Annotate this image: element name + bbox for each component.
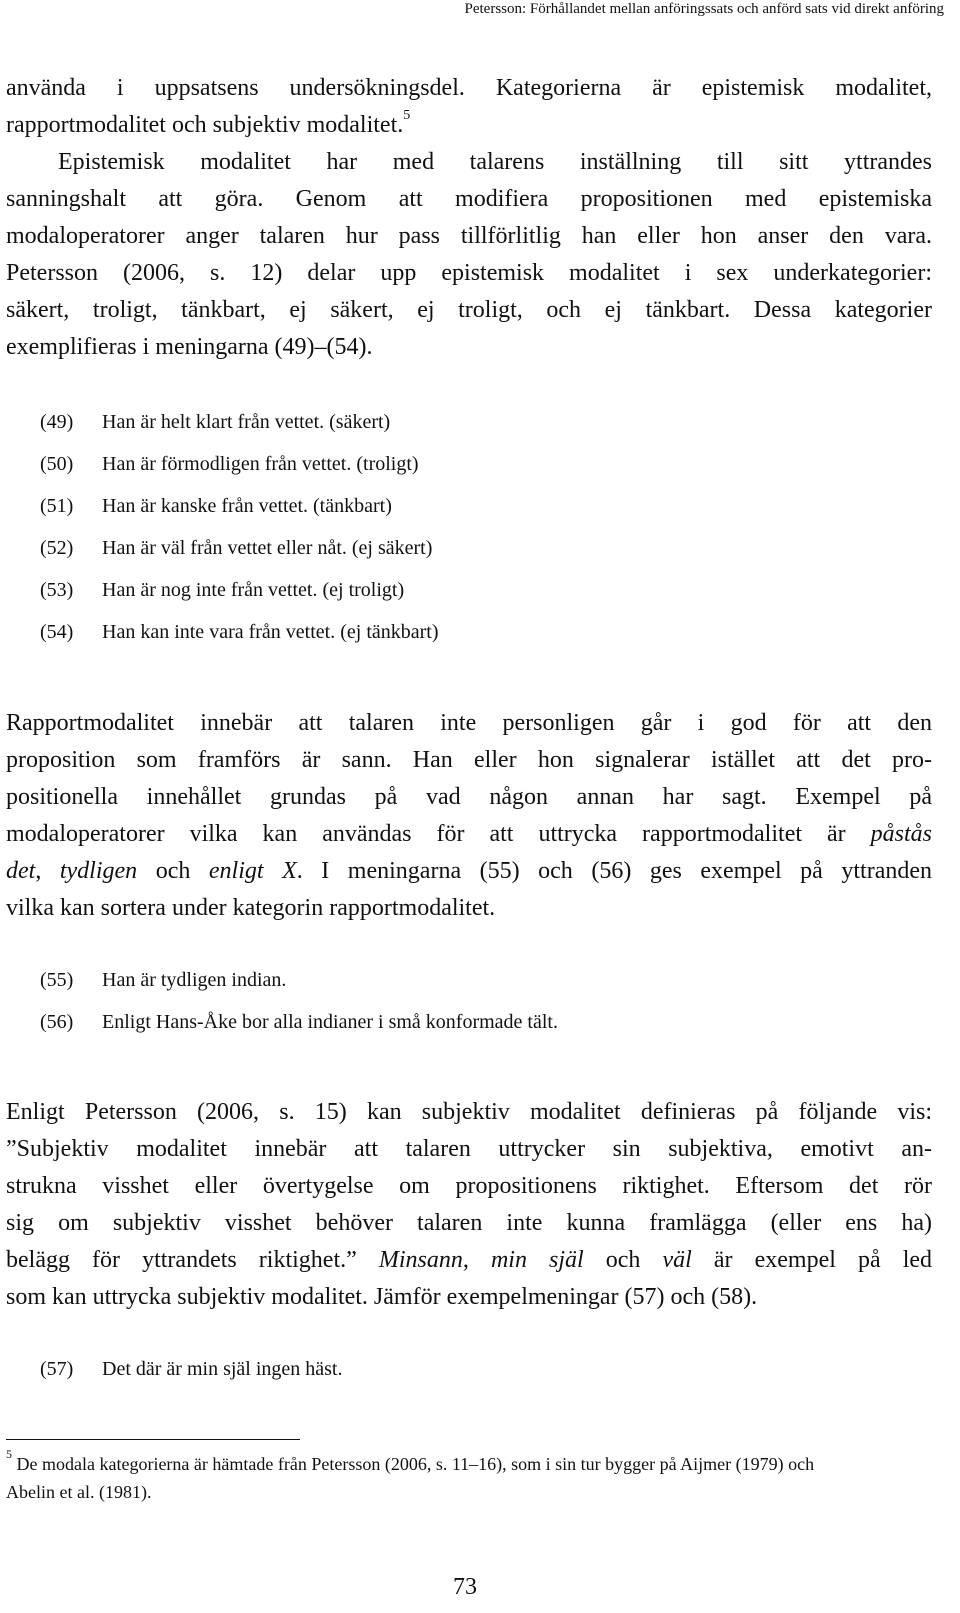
paragraph-report-modality <box>6 705 932 927</box>
footnote-marker: 5 <box>6 1447 12 1461</box>
example-item <box>40 578 404 602</box>
example-item <box>40 536 432 560</box>
example-number: (50) <box>40 453 74 475</box>
text-line: rapportmodalitet och subjektiv modalitet.$^5$ <box>6 108 411 138</box>
paragraph-subjective-modality <box>6 1094 932 1316</box>
text-line: proposition som framförs är sann. Han eller hon signalerar istället att det pro- <box>6 747 932 773</box>
example-item <box>40 494 392 518</box>
text-line: som kan uttrycka subjektiv modalitet. Jämför exempelmeningar (57) och (58). <box>6 1284 758 1310</box>
example-text: Han är nog inte från vettet. (ej troligt) <box>102 579 405 601</box>
text-line: Enligt Petersson (2006, s. 15) kan subjektiv modalitet definieras på följande vis: <box>6 1099 932 1125</box>
text-line: sanningshalt att göra. Genom att modifiera propositionen med epistemiska <box>6 186 932 212</box>
example-text: Han är väl från vettet eller nåt. (ej säkert) <box>102 537 433 559</box>
example-item <box>40 1010 558 1034</box>
footnote-text: De modala kategorierna är hämtade från Petersson (2006, s. 11–16), som i sin tur bygger på Aijmer (1979) och <box>16 1454 815 1474</box>
example-number: (55) <box>40 969 74 991</box>
page-number: 73 <box>453 1574 477 1600</box>
text-line: säkert, troligt, tänkbart, ej säkert, ej troligt, och ej tänkbart. Dessa kategorier <box>6 297 932 323</box>
text-line: strukna visshet eller övertygelse om propositionens riktighet. Eftersom det rör <box>6 1173 932 1199</box>
example-number: (54) <box>40 621 74 643</box>
text-line: använda i uppsatsens undersökningsdel. Kategorierna är epistemisk modalitet, <box>6 75 932 101</box>
example-text: Det där är min själ ingen häst. <box>102 1358 343 1380</box>
example-number: (49) <box>40 411 74 433</box>
example-text: Han är förmodligen från vettet. (troligt) <box>102 453 419 475</box>
text-line: exemplifieras i meningarna (49)–(54). <box>6 334 373 360</box>
example-number: (52) <box>40 537 74 559</box>
example-number: (56) <box>40 1011 74 1033</box>
example-item <box>40 410 390 434</box>
example-text: Han är tydligen indian. <box>102 969 287 991</box>
text-line: Epistemisk modalitet har med talarens inställning till sitt yttrandes <box>58 149 932 175</box>
text-line: belägg för yttrandets riktighet.” Minsann, min själ och väl är exempel på led <box>6 1247 933 1273</box>
text-line: det, tydligen och enligt X. I meningarna (55) och (56) ges exempel på yttranden <box>6 858 932 884</box>
example-number: (57) <box>40 1358 74 1380</box>
example-text: Han är helt klart från vettet. (säkert) <box>102 411 391 433</box>
text-line: modaloperatorer vilka kan användas för att uttrycka rapportmodalitet är påstås <box>6 821 933 847</box>
text-line: positionella innehållet grundas på vad någon annan har sagt. Exempel på <box>6 784 932 810</box>
text-line: sig om subjektiv visshet behöver talaren inte kunna framlägga (eller ens ha) <box>6 1210 932 1236</box>
example-number: (53) <box>40 579 74 601</box>
text-line: ”Subjektiv modalitet innebär att talaren uttrycker sin subjektiva, emotivt an- <box>6 1136 932 1162</box>
example-item <box>40 620 439 644</box>
example-item <box>40 452 419 476</box>
example-number: (51) <box>40 495 74 517</box>
footnote <box>6 1447 932 1506</box>
text-line: Rapportmodalitet innebär att talaren inte personligen går i god för att den <box>6 710 932 736</box>
text-line: modaloperatorer anger talaren hur pass tillförlitlig han eller hon anser den vara. <box>6 223 932 249</box>
example-text: Han kan inte vara från vettet. (ej tänkbart) <box>102 621 439 643</box>
footnote-reference[interactable]: 5 <box>403 108 411 123</box>
footnote-text: Abelin et al. (1981). <box>6 1482 152 1502</box>
example-text: Han är kanske från vettet. (tänkbart) <box>102 495 392 517</box>
paragraph-epistemic <box>6 70 932 366</box>
running-head: Petersson: Förhållandet mellan anföringssats och anförd sats vid direkt anföring <box>464 1 944 17</box>
example-text: Enligt Hans-Åke bor alla indianer i små konformade tält. <box>102 1011 558 1033</box>
text-line: vilka kan sortera under kategorin rapportmodalitet. <box>6 895 496 921</box>
footnote-rule <box>6 1439 300 1440</box>
text-line: Petersson (2006, s. 12) delar upp epistemisk modalitet i sex underkategorier: <box>6 260 932 286</box>
example-item <box>40 1357 343 1381</box>
example-item <box>40 968 286 992</box>
